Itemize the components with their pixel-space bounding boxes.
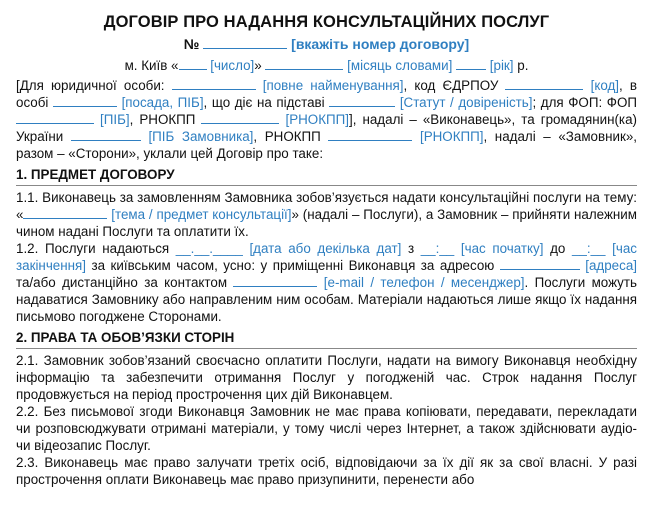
field-consultation-topic[interactable]: [тема / предмет консультації] bbox=[111, 207, 292, 222]
preamble-text: ], надалі – «Виконавець», та громадянин(ка) України bbox=[16, 112, 637, 144]
number-blank[interactable] bbox=[203, 36, 287, 49]
field-blank[interactable] bbox=[23, 206, 107, 219]
preamble-text: , в особі bbox=[16, 78, 637, 110]
month-blank[interactable] bbox=[265, 57, 343, 70]
field-blank[interactable] bbox=[201, 111, 279, 124]
field-end-time[interactable]: [час закінчення] bbox=[16, 241, 637, 273]
preamble-text: , РНОКПП bbox=[253, 129, 329, 144]
clause-text: з bbox=[401, 241, 421, 256]
year-blank[interactable] bbox=[456, 57, 486, 70]
clause-text: та/або дистанційно за контактом bbox=[16, 275, 234, 290]
clause-text: до bbox=[543, 241, 572, 256]
preamble-paragraph bbox=[16, 77, 637, 162]
clause-1-1 bbox=[16, 189, 637, 240]
clause-2-2: 2.2. Без письмової згоди Виконавця Замовник не має права копіювати, передавати, перекладати чи розповсюджувати отримані матеріали, у тому числі через Інтернет, а також здійснювати аудіо- чи відеозапис Послуг. bbox=[16, 404, 637, 453]
year-suffix: р. bbox=[517, 58, 529, 73]
preamble-text: [Для юридичної особи: bbox=[16, 78, 172, 93]
year-placeholder[interactable]: [рік] bbox=[489, 58, 514, 73]
field-customer-rnokpp[interactable]: [РНОКПП] bbox=[419, 129, 484, 144]
field-blank[interactable] bbox=[53, 94, 117, 107]
date-blank[interactable]: __.__.____ bbox=[175, 241, 243, 256]
time-end-blank[interactable]: __:__ bbox=[571, 241, 606, 256]
field-fop-name[interactable]: [ПІБ] bbox=[100, 112, 130, 127]
field-customer-name[interactable]: [ПІБ Замовника] bbox=[148, 129, 254, 144]
field-blank[interactable] bbox=[172, 77, 256, 90]
field-start-time[interactable]: [час початку] bbox=[460, 241, 544, 256]
preamble-text: , що діє на підставі bbox=[203, 95, 330, 110]
field-fop-rnokpp[interactable]: [РНОКПП] bbox=[285, 112, 349, 127]
preamble-text: ; для ФОП: ФОП bbox=[532, 95, 637, 110]
document-title: ДОГОВІР ПРО НАДАННЯ КОНСУЛЬТАЦІЙНИХ ПОСЛУГ bbox=[103, 13, 550, 31]
field-blank[interactable] bbox=[328, 128, 412, 141]
field-blank[interactable] bbox=[233, 274, 317, 287]
time-start-blank[interactable]: __:__ bbox=[420, 241, 455, 256]
field-blank[interactable] bbox=[500, 257, 580, 270]
field-contact[interactable]: [e-mail / телефон / месенджер] bbox=[323, 275, 525, 290]
clause-text: 1.2. Послуги надаються bbox=[16, 241, 176, 256]
field-address[interactable]: [адреса] bbox=[585, 258, 637, 273]
clause-text: 1.1. Виконавець за замовленням Замовника зобов’язується надати консультаційні послуги на тему: « bbox=[16, 190, 637, 222]
field-blank[interactable] bbox=[16, 111, 94, 124]
clause-1-2 bbox=[16, 240, 637, 325]
day-placeholder[interactable]: [число] bbox=[210, 58, 255, 73]
field-full-name[interactable]: [повне найменування] bbox=[262, 78, 404, 93]
clause-2-3: 2.3. Виконавець має право залучати третіх осіб, відповідаючи за їх дії як за свої власні. У разі прострочення оплати Виконавець має право призупинити, перенести або bbox=[16, 455, 637, 487]
month-placeholder[interactable]: [місяць словами] bbox=[347, 58, 453, 73]
field-edrpou-code[interactable]: [код] bbox=[590, 78, 620, 93]
section-2-heading: 2. ПРАВА ТА ОБОВ’ЯЗКИ СТОРІН bbox=[16, 329, 637, 349]
city-date-line bbox=[16, 57, 637, 74]
day-blank[interactable] bbox=[179, 57, 207, 70]
preamble-text: , надалі – «Замовник», разом – «Сторони», уклали цей Договір про таке: bbox=[16, 129, 637, 161]
clause-2-1: 2.1. Замовник зобов’язаний своєчасно оплатити Послуги, надати на вимогу Виконавця необхідну інформацію та забезпечити отримання Послуг у погодженій час. Строк надання Послуг продовжується на період прострочення цих дій Виконавцем. bbox=[16, 353, 637, 402]
field-blank[interactable] bbox=[329, 94, 395, 107]
contract-number-line bbox=[16, 35, 637, 53]
field-position-name[interactable]: [посада, ПІБ] bbox=[121, 95, 204, 110]
number-prefix: № bbox=[183, 36, 200, 52]
close-quote: » bbox=[254, 58, 262, 73]
field-blank[interactable] bbox=[71, 128, 141, 141]
clause-text: за київським часом, усно: у приміщенні Виконавця за адресою bbox=[86, 258, 500, 273]
preamble-text: , РНОКПП bbox=[129, 112, 202, 127]
preamble-text: , код ЄДРПОУ bbox=[403, 78, 506, 93]
field-service-dates[interactable]: [дата або декілька дат] bbox=[249, 241, 402, 256]
clause-text: » (надалі – Послуги), а Замовник – прийняти належним чином надані Послуги та оплатити їх. bbox=[16, 207, 637, 239]
section-1-heading: 1. ПРЕДМЕТ ДОГОВОРУ bbox=[16, 166, 637, 186]
field-authority-basis[interactable]: [Статут / довіреність] bbox=[399, 95, 533, 110]
city-label: м. Київ « bbox=[124, 58, 179, 73]
clause-text: . Послуги можуть надаватися Замовнику або направленим ним особам. Матеріали надаються лише якщо їх надання письмово погоджене Сторонами. bbox=[16, 275, 637, 324]
number-placeholder[interactable]: [вкажіть номер договору] bbox=[291, 36, 470, 52]
field-blank[interactable] bbox=[505, 77, 583, 90]
